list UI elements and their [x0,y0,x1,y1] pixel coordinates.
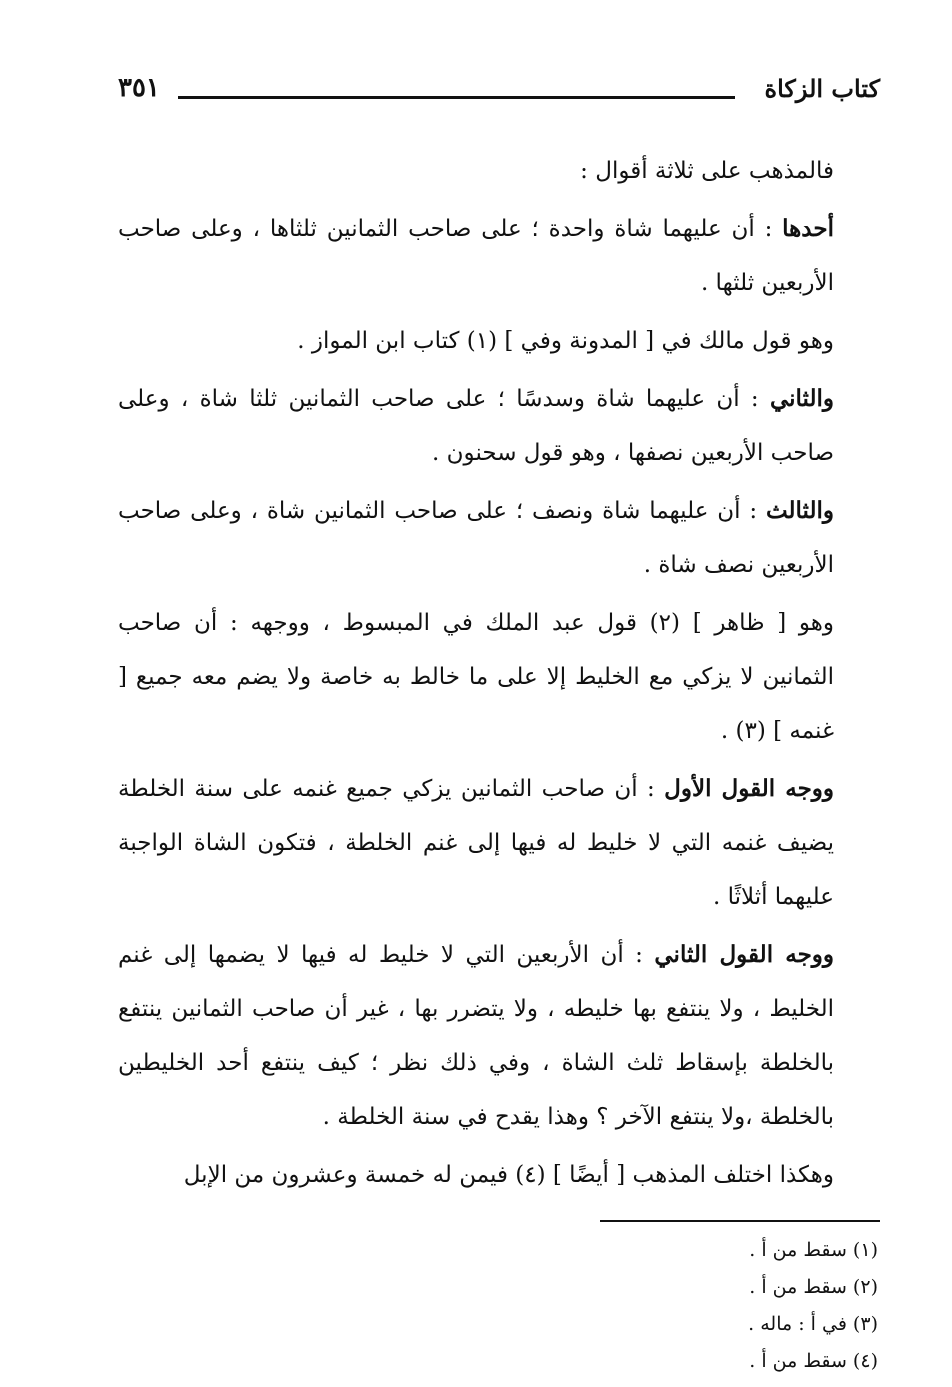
footnotes [118,1232,880,1380]
paragraph [118,762,880,924]
page-number: ٣٥١ [118,73,160,103]
paragraph [118,484,880,592]
page-header [118,62,880,114]
paragraph-text: : أن عليهما شاة واحدة ؛ على صاحب الثمانين ثلثاها ، وعلى صاحب الأربعين ثلثها . [118,216,834,296]
paragraph [118,596,880,758]
paragraph-text: وهكذا اختلف المذهب [ أيضًا ] (٤) فيمن له خمسة وعشرون من الإبل [183,1162,834,1188]
paragraph-lead: والثالث [765,497,834,524]
paragraph [118,202,880,310]
page [118,62,880,1372]
paragraph [118,144,880,198]
paragraph [118,1148,880,1202]
footnote: (٣) في أ : ماله . [748,1313,878,1335]
footnote: (٢) سقط من أ . [749,1276,878,1298]
footnote: (١) سقط من أ . [749,1239,878,1261]
paragraph [118,314,880,368]
paragraph-lead: ووجه القول الثاني [654,941,834,968]
paragraph-lead: والثاني [769,385,834,412]
body-text [118,144,880,1202]
paragraph [118,928,880,1144]
paragraph-text: : أن عليهما شاة ونصف ؛ على صاحب الثمانين شاة ، وعلى صاحب الأربعين نصف شاة . [118,498,834,578]
paragraph-text: : أن الأربعين التي لا خليط له فيها لا يضمها إلى غنم الخليط ، ولا ينتفع بها خليطه ، ولا يتضرر بها ، غير أن صاحب الثمانين ينتفع بالخلطة بإسقاط ثلث الشاة ، وفي ذلك نظر ؛ كيف ينتفع أحد الخليطين بالخلطة ،ولا ينتفع الآخر ؟ وهذا يقدح في سنة الخلطة . [118,942,834,1130]
footnote-divider [600,1220,880,1222]
chapter-title: كتاب الزكاة [764,73,880,103]
paragraph-text: : أن عليهما شاة وسدسًا ؛ على صاحب الثمانين ثلثا شاة ، وعلى صاحب الأربعين نصفها ، وهو قول سحنون . [118,386,834,466]
footnote: (٤) سقط من أ . [749,1350,878,1372]
paragraph-lead: أحدها [782,215,834,242]
header-rule [178,96,735,99]
paragraph-text: فالمذهب على ثلاثة أقوال : [580,158,834,184]
paragraph-lead: ووجه القول الأول [664,775,834,802]
paragraph-text: وهو قول مالك في [ المدونة وفي ] (١) كتاب ابن المواز . [297,328,834,354]
paragraph-text: وهو [ ظاهر ] (٢) قول عبد الملك في المبسوط ، ووجهه : أن صاحب الثمانين لا يزكي مع الخليط إلا على ما خالط به خاصة ولا يضم معه جميع [ غنمه ] (٣) . [118,610,834,744]
paragraph [118,372,880,480]
paragraph-text: : أن صاحب الثمانين يزكي جميع غنمه على سنة الخلطة يضيف غنمه التي لا خليط له فيها إلى غنم الخلطة ، فتكون الشاة الواجبة عليهما أثلاثًا . [118,776,834,910]
